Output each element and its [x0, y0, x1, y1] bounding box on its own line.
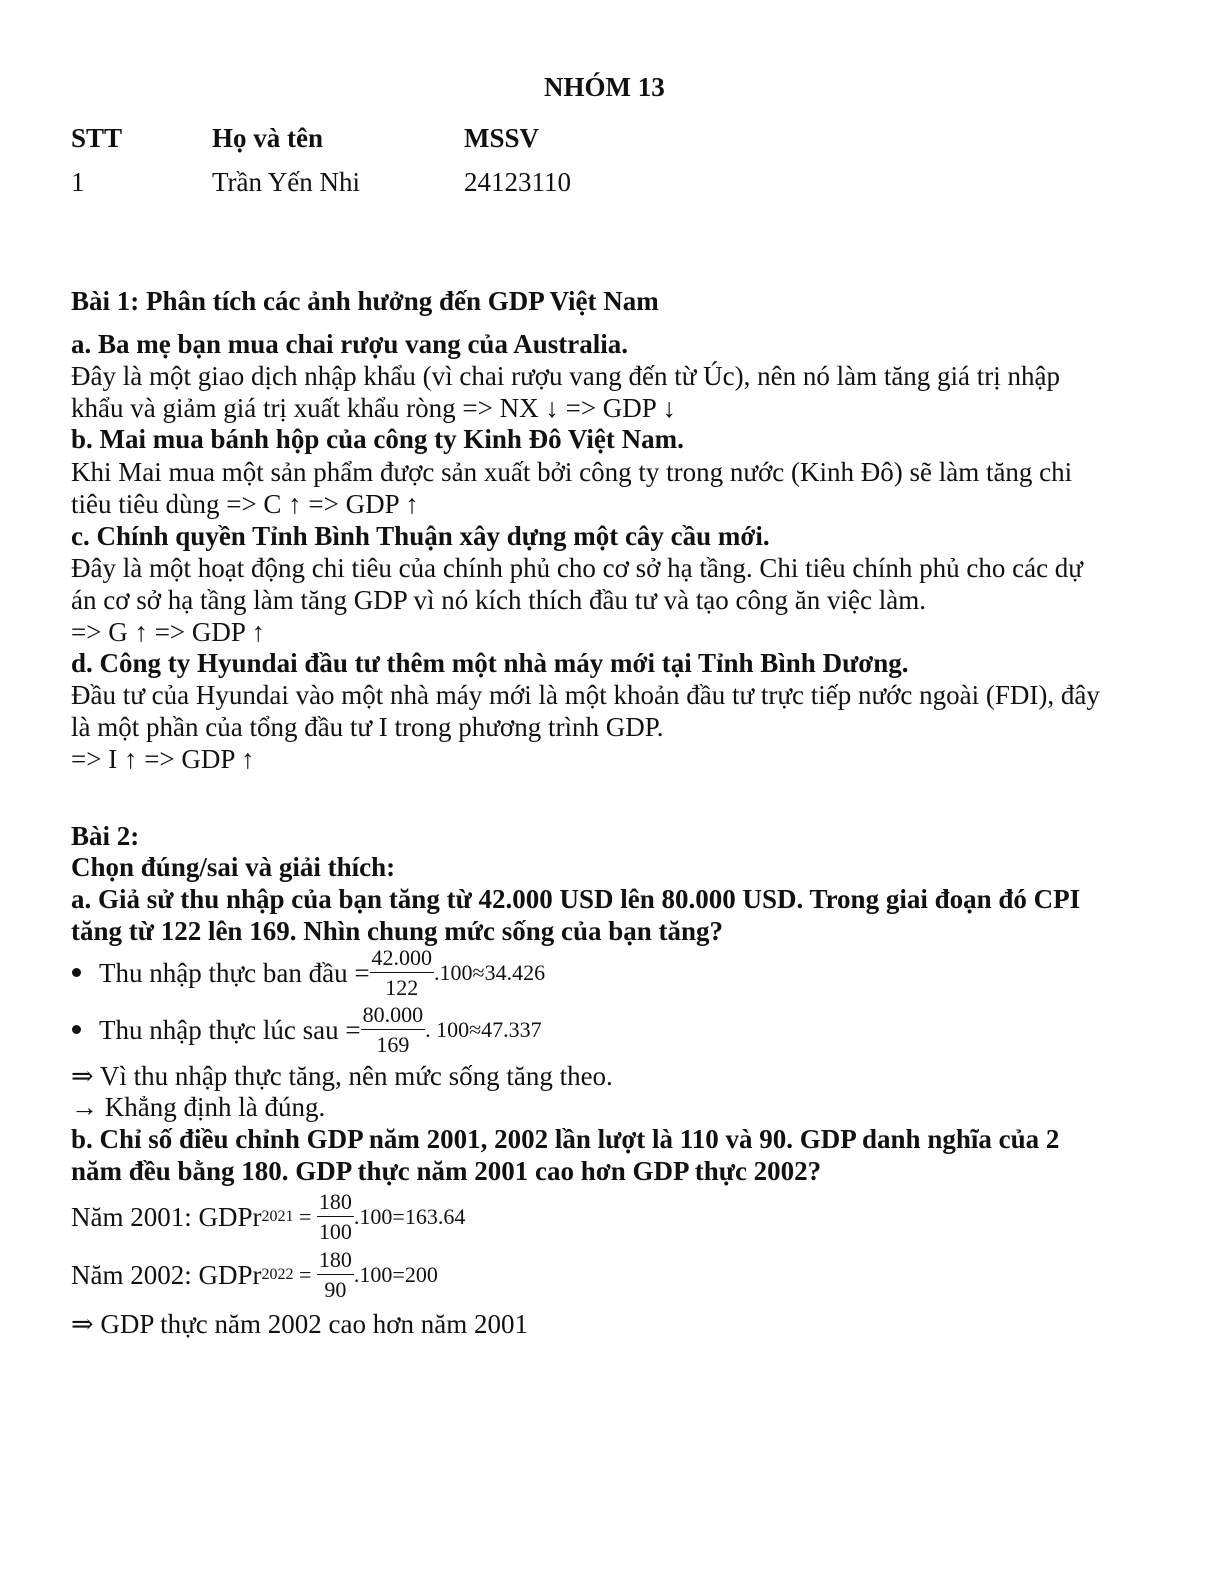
- bai1-d-title: d. Công ty Hyundai đầu tư thêm một nhà máy mới tại Tỉnh Bình Dương.: [71, 648, 909, 678]
- bai2-b-title: năm đều bằng 180. GDP thực năm 2001 cao hơn GDP thực 2002?: [71, 1156, 822, 1186]
- gdp-real-2002: [71, 1247, 438, 1303]
- bai1-b-line: Khi Mai mua một sản phẩm được sản xuất bởi công ty trong nước (Kinh Đô) sẽ làm tăng chi: [71, 457, 1073, 487]
- fraction-denominator: 122: [385, 975, 419, 1000]
- fraction-tail: .100=200: [353, 1262, 438, 1287]
- bai1-heading: Bài 1: Phân tích các ảnh hưởng đến GDP Việt Nam: [71, 286, 659, 316]
- bai1-c-line: Đây là một hoạt động chi tiêu của chính phủ cho cơ sở hạ tầng. Chi tiêu chính phủ cho các dự: [71, 553, 1083, 583]
- fraction-numerator: 80.000: [361, 1002, 426, 1030]
- bai2-a-title: a. Giả sử thu nhập của bạn tăng từ 42.000 USD lên 80.000 USD. Trong giai đoạn đó CPI: [71, 884, 1081, 914]
- bai2-b-conclusion: ⇒ GDP thực năm 2002 cao hơn năm 2001: [71, 1309, 528, 1339]
- bai2-a-conclusion: ⇒ Vì thu nhập thực tăng, nên mức sống tăng theo.: [71, 1061, 613, 1091]
- bullet-dot: [72, 1025, 81, 1034]
- real-income-initial-label: Thu nhập thực ban đầu =: [99, 958, 370, 988]
- bai1-d-line: => I ↑ => GDP ↑: [71, 744, 255, 774]
- bai2-subheading: Chọn đúng/sai và giải thích:: [71, 852, 396, 882]
- fraction-tail: .100=163.64: [353, 1204, 466, 1229]
- table-cell-name: Trần Yến Nhi: [212, 167, 360, 197]
- bai2-a-verdict: → Khẳng định là đúng.: [71, 1092, 326, 1122]
- group-title: NHÓM 13: [544, 72, 665, 102]
- gdp-real-subscript: 2021: [261, 1208, 294, 1225]
- gdp-real-label: Năm 2002: GDPr: [71, 1260, 262, 1290]
- fraction-denominator: 100: [318, 1219, 352, 1244]
- bai1-d-line: là một phần của tổng đầu tư I trong phương trình GDP.: [71, 712, 664, 742]
- fraction-numerator: 42.000: [370, 945, 435, 973]
- bai1-b-title: b. Mai mua bánh hộp của công ty Kinh Đô Việt Nam.: [71, 424, 684, 454]
- equals-sign: =: [293, 1262, 317, 1287]
- gdp-real-label: Năm 2001: GDPr: [71, 1202, 262, 1232]
- table-cell-stt: 1: [71, 167, 85, 197]
- bai1-a-line: khẩu và giảm giá trị xuất khẩu ròng => NX ↓ => GDP ↓: [71, 393, 677, 423]
- bai1-c-title: c. Chính quyền Tỉnh Bình Thuận xây dựng một cây cầu mới.: [71, 521, 770, 551]
- bai1-b-line: tiêu tiêu dùng => C ↑ => GDP ↑: [71, 489, 419, 519]
- fraction: [317, 1247, 354, 1303]
- fraction-tail: . 100≈47.337: [425, 1017, 542, 1042]
- gdp-real-2001: [71, 1189, 465, 1245]
- real-income-later-label: Thu nhập thực lúc sau =: [99, 1015, 361, 1045]
- fraction-numerator: 180: [317, 1247, 354, 1275]
- fraction-denominator: 90: [324, 1277, 347, 1302]
- bai2-a-title: tăng từ 122 lên 169. Nhìn chung mức sống của bạn tăng?: [71, 916, 724, 946]
- bai1-c-line: án cơ sở hạ tầng làm tăng GDP vì nó kích thích đầu tư và tạo công ăn việc làm.: [71, 585, 926, 615]
- bai2-heading: Bài 2:: [71, 821, 140, 851]
- fraction-denominator: 169: [376, 1032, 410, 1057]
- bai1-a-line: Đây là một giao dịch nhập khẩu (vì chai rượu vang đến từ Úc), nên nó làm tăng giá trị nhập: [71, 361, 1061, 391]
- bai1-a-title: a. Ba mẹ bạn mua chai rượu vang của Australia.: [71, 329, 628, 359]
- fraction: [370, 945, 435, 1001]
- real-income-initial: [99, 945, 545, 1001]
- fraction-numerator: 180: [317, 1189, 354, 1217]
- fraction-tail: .100≈34.426: [434, 960, 546, 985]
- table-header-name: Họ và tên: [212, 123, 323, 153]
- fraction: [361, 1002, 426, 1058]
- table-header-mssv: MSSV: [464, 123, 540, 153]
- table-cell-mssv: 24123110: [464, 167, 571, 197]
- gdp-real-subscript: 2022: [261, 1266, 294, 1283]
- bullet-dot: [72, 968, 81, 977]
- real-income-later: [99, 1002, 542, 1058]
- bai1-c-line: => G ↑ => GDP ↑: [71, 617, 266, 647]
- bai1-d-line: Đầu tư của Hyundai vào một nhà máy mới là một khoản đầu tư trực tiếp nước ngoài (FDI), đây: [71, 680, 1100, 710]
- equals-sign: =: [293, 1204, 317, 1229]
- fraction: [317, 1189, 354, 1245]
- table-header-stt: STT: [71, 123, 123, 153]
- bai2-b-title: b. Chỉ số điều chỉnh GDP năm 2001, 2002 lần lượt là 110 và 90. GDP danh nghĩa của 2: [71, 1124, 1060, 1154]
